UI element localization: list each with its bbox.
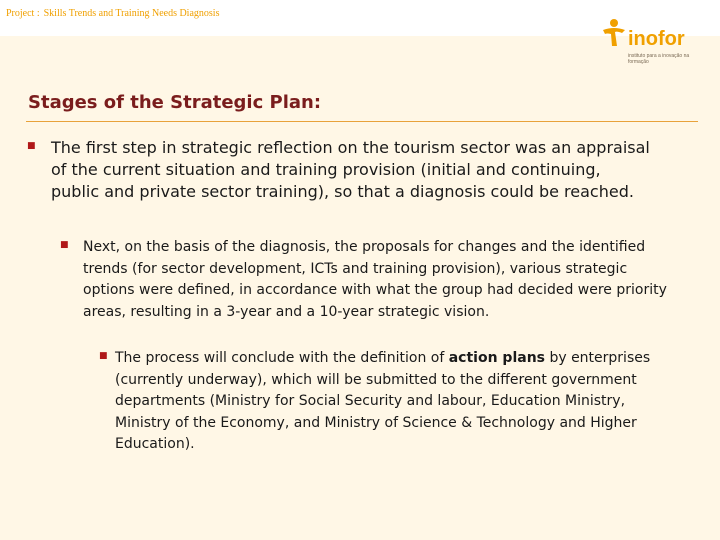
bullet-item-level-1: The first step in strategic reflection on the tourism sector was an appraisal of the current situation and training provision (initial and continuing, public and private sector training), so that a diagnosis could be reached.: [51, 138, 650, 201]
project-title: Skills Trends and Training Needs Diagnosis: [43, 8, 220, 19]
bullet-marker-icon: ■: [99, 351, 108, 361]
inofor-logo: [600, 18, 710, 68]
bullet-marker-icon: ■: [60, 240, 69, 250]
bullet-text-before: The process will conclude with the definition of: [115, 350, 449, 366]
bullet-text-emphasis: action plans: [448, 350, 545, 366]
slide-title: Stages of the Strategic Plan:: [28, 92, 322, 113]
bullet-item-level-2: Next, on the basis of the diagnosis, the proposals for changes and the identified trends (for sector development, ICTs and training provision), various strategic options were defined, in accordance with what the group had decided were priority areas, resulting in a 3-year and a 10-year strategic vision.: [83, 239, 667, 320]
logo-tagline: instituto para a inovação na formação: [628, 53, 690, 65]
bullet-item-level-3: [115, 348, 675, 456]
bullet-marker-icon: ■: [27, 141, 36, 151]
project-label: Project :: [6, 8, 40, 19]
logo-figure-icon: [600, 18, 628, 48]
logo-wordmark: inofor: [628, 28, 685, 50]
project-header: [6, 8, 219, 19]
bullet-text-after: by enterprises (currently underway), which will be submitted to the different government departments (Ministry for Social Security and labour, Education Ministry, Ministry of the Economy, and Ministry of Science & Technology and Higher Education).: [115, 350, 651, 452]
title-divider: [26, 121, 698, 122]
